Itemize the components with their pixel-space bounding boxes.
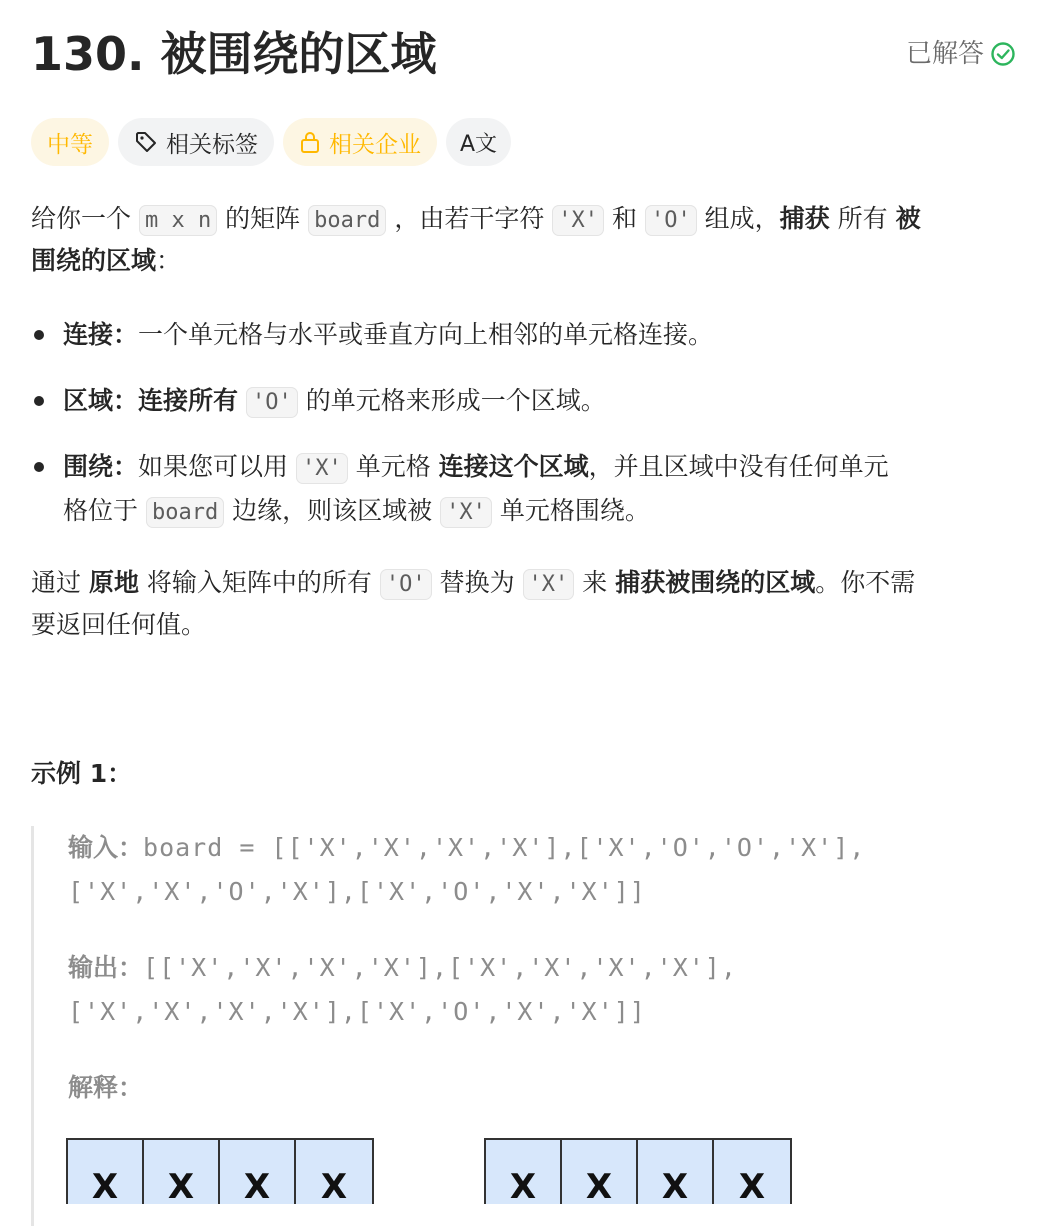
inline-code: 'O'	[645, 205, 697, 236]
text: 单元格围绕。	[499, 496, 650, 525]
companies-tag-button[interactable]	[283, 118, 437, 166]
inline-code: 'O'	[246, 387, 298, 418]
text: 单元格	[355, 452, 431, 481]
grid-cell: X	[220, 1140, 296, 1204]
tag-icon	[134, 130, 158, 154]
text: ，由若干字符	[394, 204, 545, 233]
bold-text: 围绕：	[63, 452, 139, 481]
example-output-line2	[68, 990, 646, 1034]
description-paragraph-1-line2	[31, 240, 181, 282]
grid-cell: X	[562, 1140, 638, 1204]
example-explanation	[68, 1066, 143, 1110]
inline-code: 'X'	[440, 497, 492, 528]
text: 如果您可以用	[138, 452, 289, 481]
lock-icon	[299, 130, 321, 154]
output-label: 输出：	[68, 953, 144, 982]
input-value: ['X','X','O','X'],['X','O','X','X']]	[68, 877, 646, 906]
text: 。你不需	[815, 568, 916, 597]
bold-text: 被	[895, 204, 921, 233]
translate-button[interactable]	[446, 118, 511, 166]
bullet-dot	[34, 396, 44, 406]
grid-cell: X	[738, 1167, 766, 1204]
grid-cell: X	[638, 1140, 714, 1204]
inline-code: m x n	[139, 205, 217, 236]
text: ：	[156, 246, 182, 275]
grid-cell: X	[144, 1140, 220, 1204]
bold-text: 捕获被围绕的区域	[615, 568, 816, 597]
example-input-line2	[68, 870, 646, 914]
bold-text: 区域：	[63, 386, 139, 415]
tag-bar	[31, 118, 511, 166]
example-grid-before	[66, 1138, 374, 1204]
text: 一个单元格与水平或垂直方向上相邻的单元格连接。	[138, 320, 714, 349]
text: 的矩阵	[225, 204, 301, 233]
inline-code: 'X'	[523, 569, 575, 600]
description-paragraph-2-line2	[31, 604, 206, 646]
input-value: board = [['X','X','X','X'],['X','O','O','X'],	[143, 833, 866, 862]
difficulty-badge[interactable]: 中等	[31, 118, 109, 166]
example-input	[68, 826, 865, 870]
grid-cell: X	[320, 1167, 348, 1204]
bold-text: 捕获	[779, 204, 830, 233]
grid-cell: X	[486, 1140, 562, 1204]
bullet-dot	[34, 462, 44, 472]
output-value: [['X','X','X','X'],['X','X','X','X'],	[143, 953, 737, 982]
example-output	[68, 946, 737, 990]
description-paragraph-2	[31, 562, 915, 606]
inline-code: 'X'	[296, 453, 348, 484]
text: 替换为	[439, 568, 515, 597]
problem-title: 130. 被围绕的区域	[31, 27, 437, 81]
example-grid-after	[484, 1138, 792, 1204]
bold-text: 连接所有	[138, 386, 239, 415]
companies-tag-label: 相关企业	[329, 131, 421, 158]
grid-cell: X	[68, 1140, 144, 1204]
text: 给你一个	[31, 204, 132, 233]
inline-code: 'X'	[552, 205, 604, 236]
text: 的单元格来形成一个区域。	[305, 386, 606, 415]
text: 所有	[829, 204, 896, 233]
bold-text: 连接：	[63, 320, 139, 349]
example-title: 示例 1：	[31, 759, 133, 788]
description-paragraph-1	[31, 198, 921, 242]
output-value: ['X','X','X','X'],['X','O','X','X']]	[68, 997, 646, 1026]
bullet-dot	[34, 330, 44, 340]
input-label: 输入：	[68, 833, 144, 862]
bold-text: 连接这个区域	[438, 452, 589, 481]
solved-label: 已解答	[905, 39, 984, 69]
explain-label: 解释：	[68, 1073, 144, 1102]
bold-text: 原地	[88, 568, 139, 597]
inline-code: board	[308, 205, 386, 236]
text: 要返回任何值。	[31, 610, 207, 639]
text: 和	[611, 204, 637, 233]
topics-tag-button[interactable]	[118, 118, 274, 166]
check-circle-icon	[990, 41, 1016, 67]
translate-icon: A文	[460, 131, 498, 157]
text: 组成，	[704, 204, 780, 233]
text: 格位于	[63, 496, 139, 525]
title-row	[31, 22, 1016, 86]
text: 来	[582, 568, 616, 597]
solved-status[interactable]	[906, 36, 1016, 72]
inline-code: board	[146, 497, 224, 528]
bold-text: 围绕的区域	[31, 246, 157, 275]
text: 通过	[31, 568, 89, 597]
text: 将输入矩阵中的所有	[138, 568, 372, 597]
topics-tag-label: 相关标签	[166, 131, 258, 158]
inline-code: 'O'	[380, 569, 432, 600]
text: 边缘，则该区域被	[232, 496, 433, 525]
text: ，并且区域中没有任何单元	[588, 452, 889, 481]
